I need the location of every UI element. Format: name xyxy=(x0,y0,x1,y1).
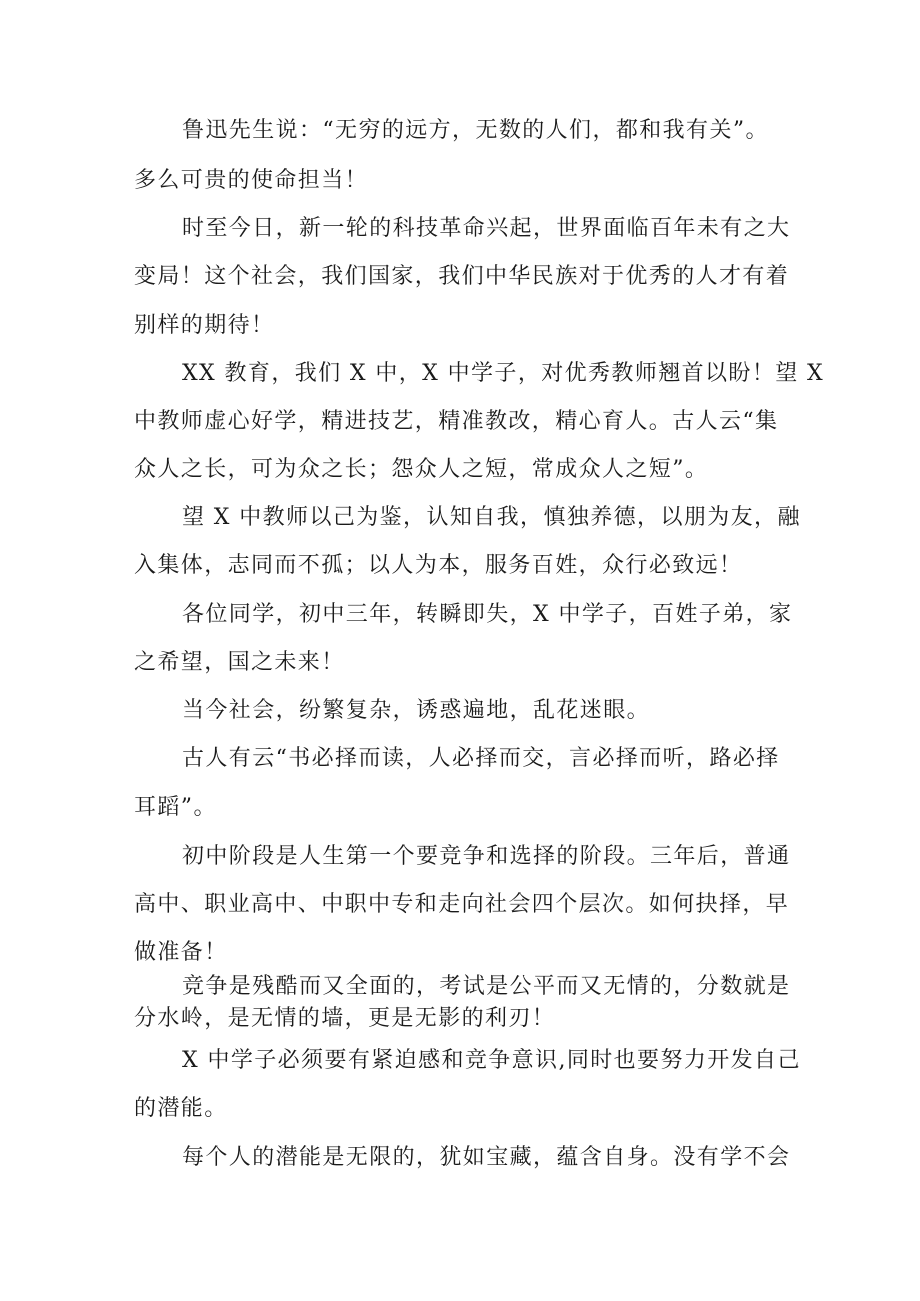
text-line: 鲁迅先生说：“无穷的远方，无数的人们，都和我有关”。 xyxy=(182,118,769,143)
text-line: 当今社会，纷繁复杂，诱惑遍地，乱花迷眼。 xyxy=(182,698,651,723)
text-line: 分水岭，是无情的墙，更是无影的利刃！ xyxy=(134,1006,556,1031)
text-line: 每个人的潜能是无限的，犹如宝藏，蕴含自身。没有学不会 xyxy=(182,1145,791,1170)
text-line: XX 教育，我们 X 中，X 中学子，对优秀教师翘首以盼！望 X xyxy=(182,361,825,386)
text-line: 众人之长，可为众之长；怨众人之短，常成众人之短”。 xyxy=(134,457,709,482)
text-line: X 中学子必须要有紧迫感和竞争意识,同时也要努力开发自己 xyxy=(182,1048,801,1073)
text-line: 的潜能。 xyxy=(134,1096,228,1121)
text-line: 古人有云“书必择而读，人必择而交，言必择而听，路必择 xyxy=(182,746,780,771)
text-line: 别样的期待！ xyxy=(134,313,275,338)
text-line: 时至今日，新一轮的科技革命兴起，世界面临百年未有之大 xyxy=(182,216,791,241)
text-line: 望 X 中教师以己为鉴，认知自我，慎独养德，以朋为友，融 xyxy=(182,505,801,530)
text-line: 变局！这个社会，我们国家，我们中华民族对于优秀的人才有着 xyxy=(134,264,790,289)
text-line: 中教师虚心好学，精进技艺，精准教改，精心育人。古人云“集 xyxy=(134,409,779,434)
text-line: 初中阶段是人生第一个要竞争和选择的阶段。三年后，普通 xyxy=(182,844,791,869)
text-line: 做准备！ xyxy=(134,940,228,965)
text-line: 高中、职业高中、中职中专和走向社会四个层次。如何抉择，早 xyxy=(134,892,790,917)
text-line: 竞争是残酷而又全面的，考试是公平而又无情的，分数就是 xyxy=(182,974,791,999)
text-line: 之希望，国之未来！ xyxy=(134,650,345,675)
text-line: 入集体，志同而不孤；以人为本，服务百姓，众行必致远！ xyxy=(134,553,743,578)
text-line: 多么可贵的使命担当！ xyxy=(134,168,369,193)
text-line: 各位同学，初中三年，转瞬即失，X 中学子，百姓子弟，家 xyxy=(182,602,793,627)
text-line: 耳蹈”。 xyxy=(134,795,217,820)
